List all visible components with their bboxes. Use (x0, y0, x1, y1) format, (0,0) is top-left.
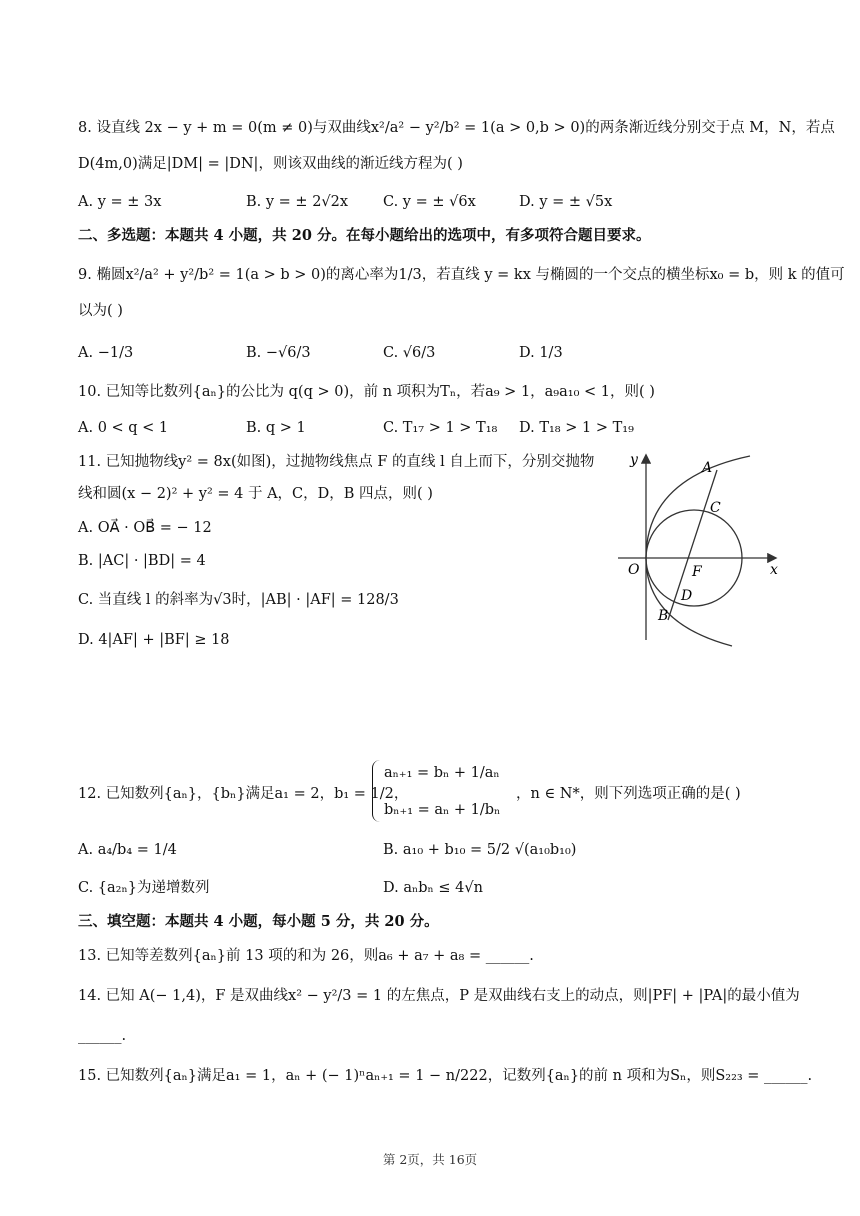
label-f: F (692, 564, 702, 580)
q12-option-a: A. a₄/b₄ = 1/4 (78, 842, 177, 858)
q11-figure (610, 448, 790, 648)
q8-option-a: A. y = ± 3x (78, 194, 162, 210)
q9-stem-line2: 以为( ) (78, 303, 123, 319)
q10-option-a: A. 0 < q < 1 (78, 420, 169, 436)
page-footer: 第 2页，共 16页 (382, 1152, 478, 1167)
section-2-heading: 二、多选题：本题共 4 小题，共 20 分。在每小题给出的选项中，有多项符合题目要求。 (78, 227, 651, 244)
q11-stem-line1: 11. 已知抛物线y² = 8x(如图)，过抛物线焦点 F 的直线 l 自上而下，分别交抛物 (78, 454, 595, 470)
q11-stem-line2: 线和圆(x − 2)² + y² = 4 于 A，C，D，B 四点，则( ) (78, 486, 433, 502)
q10-option-c: C. T₁₇ > 1 > T₁₈ (383, 420, 498, 436)
label-x: x (770, 562, 778, 578)
q8-stem-line1: 8. 设直线 2x − y + m = 0(m ≠ 0)与双曲线x²/a² − y²/b² = 1(a > 0,b > 0)的两条渐近线分别交于点 M，N，若点 (78, 120, 835, 136)
label-a: A (702, 460, 713, 476)
q11-option-c: C. 当直线 l 的斜率为√3时，|AB| · |AF| = 128/3 (78, 592, 399, 608)
q8-option-d: D. y = ± √5x (519, 194, 613, 210)
q12-system-eq1: aₙ₊₁ = bₙ + 1/aₙ (384, 765, 500, 781)
label-c: C (710, 500, 721, 516)
q12-option-c: C. {a₂ₙ}为递增数列 (78, 880, 210, 896)
q14-stem-line2: ______. (78, 1028, 127, 1044)
q10-option-b: B. q > 1 (246, 420, 306, 436)
line-l (668, 470, 717, 620)
q8-option-b: B. y = ± 2√2x (246, 194, 349, 210)
q11-option-a: A. OA⃗ · OB⃗ = − 12 (78, 520, 212, 536)
q12-option-d: D. aₙbₙ ≤ 4√n (383, 880, 483, 896)
label-d: D (681, 588, 693, 604)
q12-brace (372, 760, 381, 822)
q12-stem-pre: 12. 已知数列{aₙ}，{bₙ}满足a₁ = 2，b₁ = 1/2， (78, 786, 409, 802)
q12-system-eq2: bₙ₊₁ = aₙ + 1/bₙ (384, 802, 501, 818)
q11-option-b: B. |AC| · |BD| = 4 (78, 553, 206, 569)
q8-option-c: C. y = ± √6x (383, 194, 476, 210)
q12-stem-post: ，n ∈ N*，则下列选项正确的是( ) (516, 786, 741, 802)
q9-option-a: A. −1/3 (78, 345, 134, 361)
label-y: y (630, 452, 638, 468)
section-3-heading: 三、填空题：本题共 4 小题，每小题 5 分，共 20 分。 (78, 913, 439, 930)
q9-stem-line1: 9. 椭圆x²/a² + y²/b² = 1(a > b > 0)的离心率为1/3，若直线 y = kx 与椭圆的一个交点的横坐标x₀ = b，则 k 的值可 (78, 267, 845, 283)
q10-stem: 10. 已知等比数列{aₙ}的公比为 q(q > 0)，前 n 项积为Tₙ，若a₉ > 1，a₉a₁₀ < 1，则( ) (78, 384, 655, 400)
q10-option-d: D. T₁₈ > 1 > T₁₉ (519, 420, 634, 436)
label-o: O (628, 562, 640, 578)
q11-option-d: D. 4|AF| + |BF| ≥ 18 (78, 632, 230, 648)
q15-stem: 15. 已知数列{aₙ}满足a₁ = 1，aₙ + (− 1)ⁿaₙ₊₁ = 1 − n/222，记数列{aₙ}的前 n 项和为Sₙ，则S₂₂₃ = ______. (78, 1068, 813, 1084)
q9-option-d: D. 1/3 (519, 345, 563, 361)
q9-option-c: C. √6/3 (383, 345, 436, 361)
q8-stem-line2: D(4m,0)满足|DM| = |DN|，则该双曲线的渐近线方程为( ) (78, 156, 463, 172)
q13-stem: 13. 已知等差数列{aₙ}前 13 项的和为 26，则a₆ + a₇ + a₈ = ______. (78, 948, 534, 964)
q9-option-b: B. −√6/3 (246, 345, 311, 361)
q12-option-b: B. a₁₀ + b₁₀ = 5/2 √(a₁₀b₁₀) (383, 842, 577, 858)
q14-stem-line1: 14. 已知 A(− 1,4)，F 是双曲线x² − y²/3 = 1 的左焦点，P 是双曲线右支上的动点，则|PF| + |PA|的最小值为 (78, 988, 800, 1004)
label-b: B (658, 608, 669, 624)
